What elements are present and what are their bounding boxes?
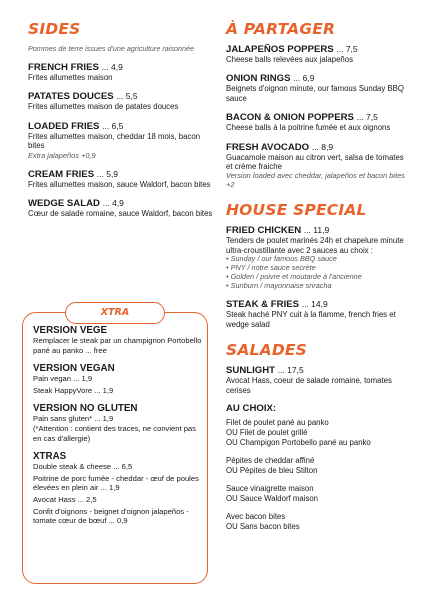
item-desc: Frites allumettes maison, sauce Waldorf, bacon bites — [28, 179, 211, 189]
item-note: Extra jalapeños +0,9 — [28, 150, 96, 160]
choice-line: Sauce vinaigrette maison — [226, 484, 314, 494]
menu-item-jalapenos-poppers — [226, 44, 406, 64]
item-price: ... 6,5 — [102, 120, 124, 131]
version-gluten-title: VERSION NO GLUTEN — [33, 403, 138, 415]
item-name: BACON & ONION POPPERS — [226, 112, 354, 124]
choice-group-bacon — [226, 512, 406, 532]
version-vege-title: VERSION VEGE — [33, 325, 108, 336]
item-desc: Cheese balls à la poitrine fumée et aux oignons — [226, 123, 391, 133]
menu-item-sunlight — [226, 365, 406, 395]
choice-line: OU Filet de poulet grillé — [226, 428, 308, 438]
item-note: Version loaded avec cheddar, jalapeños et bacon bites +2 — [226, 171, 405, 190]
item-name: PATATES DOUCES — [28, 91, 114, 103]
item-price: ... 11,9 — [303, 225, 330, 236]
choice-line: Filet de poulet pané au panko — [226, 418, 329, 428]
xtras-title: XTRAS — [33, 451, 67, 463]
item-price: ... 4,9 — [101, 62, 123, 72]
item-price: ... 5,9 — [96, 168, 119, 179]
xtra-line: Double steak & cheese ... 6,5 — [33, 462, 133, 472]
item-price: ... 17,5 — [277, 365, 304, 376]
menu-item-fresh-avocado — [226, 142, 406, 190]
item-price: ... 5,5 — [116, 91, 138, 102]
menu-item-onion-rings — [226, 73, 406, 103]
item-name: FRENCH FRIES — [28, 62, 99, 73]
item-name: CREAM FRIES — [28, 168, 95, 180]
choice-line: OU Sans bacon bites — [226, 522, 300, 532]
item-name: WEDGE SALAD — [28, 198, 100, 210]
menu-item-steak-fries — [226, 299, 406, 329]
xtra-badge: XTRA — [65, 302, 165, 324]
item-desc: Tenders de poulet marinés 24h et chapelure minute ultra-croustillante avec 2 sauces au choix : — [226, 236, 404, 255]
item-desc: Frites allumettes maison, cheddar 18 mois, bacon bites — [28, 131, 201, 151]
item-name: STEAK & FRIES — [226, 299, 300, 311]
xtra-line: Steak HappyVore ... 1,9 — [33, 385, 114, 395]
item-desc: Cœur de salade romaine, sauce Waldorf, bacon bites — [28, 209, 213, 219]
choice-line: OU Sauce Waldorf maison — [226, 494, 319, 504]
sides-title: SIDES — [28, 20, 81, 38]
menu-item-fried-chicken — [226, 225, 406, 290]
item-desc: Frites allumettes maison de patates douces — [28, 102, 179, 112]
menu-item-loaded-fries — [28, 121, 218, 160]
item-price: ... 6,9 — [293, 73, 315, 84]
xtra-line: Pain sans gluten* ... 1,9 — [33, 414, 114, 424]
choice-group-protein — [226, 418, 406, 448]
xtra-line: Pain vegan ... 1,9 — [33, 374, 93, 384]
menu-item-patates-douces — [28, 91, 218, 111]
xtra-line: Poitrine de porc fumée - cheddar - œuf de poules élevées en plein air ... 1,9 — [33, 473, 199, 493]
item-name: ONION RINGS — [226, 73, 291, 85]
item-price: ... 7,5 — [336, 44, 358, 54]
choice-line: OU Champigon Portobello pané au panko — [226, 438, 371, 448]
house-special-title: HOUSE SPECIAL — [226, 201, 367, 220]
sides-intro: Pommes de terre issues d'une agriculture raisonnée — [28, 44, 194, 53]
item-name: FRESH AVOCADO — [226, 141, 310, 153]
xtra-box — [22, 307, 208, 584]
item-name: FRIED CHICKEN — [226, 225, 302, 237]
sauce-option: • Sunday / our famous BBQ sauce — [226, 254, 337, 264]
salades-title: SALADES — [226, 341, 308, 360]
item-desc: Beignets d'oignon minute, our famous Sunday BBQ sauce — [226, 84, 404, 103]
item-desc: Cheese balls relevées aux jalapeños — [226, 55, 353, 64]
sauce-option: • PNY / notre sauce secrète — [226, 263, 316, 273]
menu-item-french-fries — [28, 62, 218, 82]
menu-item-bacon-onion-poppers — [226, 112, 406, 132]
choice-line: OU Pépites de bleu Stilton — [226, 466, 318, 476]
item-desc: Avocat Hass, coeur de salade romaine, tomates cerises — [226, 376, 392, 395]
choice-group-cheese — [226, 456, 406, 476]
sides-column — [28, 20, 218, 218]
au-choix-title: AU CHOIX: — [226, 403, 277, 415]
partager-title: À PARTAGER — [226, 20, 336, 38]
item-name: JALAPEÑOS POPPERS — [226, 44, 334, 55]
item-desc: Frites allumettes maison — [28, 73, 113, 82]
menu-item-cream-fries — [28, 169, 218, 189]
item-desc: Guacamole maison au citron vert, salsa de tomates et crème fraiche — [226, 152, 404, 172]
choice-line: Pépites de cheddar affiné — [226, 456, 315, 466]
right-column — [226, 20, 406, 532]
version-vege-line: Remplacer le steak par un champignon Portobello pané au panko ... free — [33, 336, 202, 355]
choice-line: Avec bacon bites — [226, 512, 286, 522]
item-name: LOADED FRIES — [28, 120, 100, 132]
item-desc: Steak haché PNY cuit à la flamme, french fries et wedge salad — [226, 310, 396, 329]
choice-group-sauce — [226, 484, 406, 504]
version-vegan-title: VERSION VEGAN — [33, 363, 115, 375]
item-price: ... 4,9 — [102, 198, 124, 209]
item-price: ... 7,5 — [356, 112, 378, 123]
sauce-option: • Sunburn / mayonnaise sriracha — [226, 280, 332, 290]
menu-item-wedge-salad — [28, 198, 218, 218]
item-price: ... 8,9 — [311, 141, 334, 152]
xtra-line: Avocat Hass ... 2,5 — [33, 494, 97, 504]
item-price: ... 14,9 — [301, 299, 328, 310]
sauce-option: • Golden / poivre et moutarde à l'ancienne — [226, 271, 362, 281]
xtra-content — [33, 325, 203, 526]
item-name: SUNLIGHT — [226, 365, 276, 377]
xtra-line: Confit d'oignons - beignet d'oignon jalapeños - tomate cœur de bœuf ... 0,9 — [33, 506, 189, 526]
xtra-line: (*Attention : contient des traces, ne convient pas en cas d'allergie) — [33, 423, 196, 443]
